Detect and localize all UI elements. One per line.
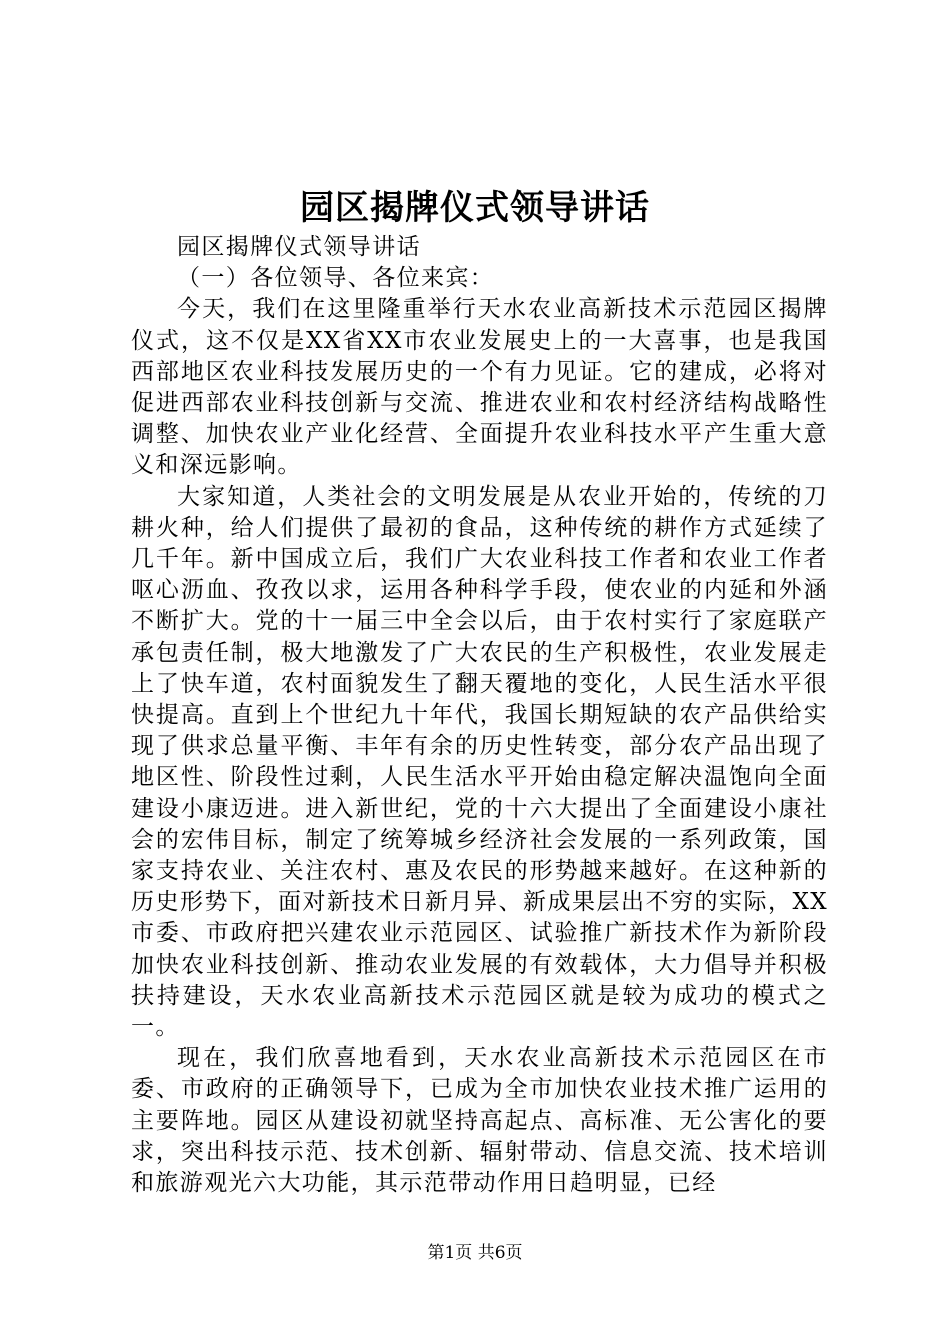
document-title: 园区揭牌仪式领导讲话: [300, 188, 650, 228]
page-number-footer: 第1页 共6页: [427, 1243, 523, 1263]
body-paragraph: 大家知道，人类社会的文明发展是从农业开始的，传统的刀耕火种，给人们提供了最初的食品，这种传统的耕作方式延续了几千年。新中国成立后，我们广大农业科技工作者和农业工作者呕心沥血、孜孜以求，运用各种科学手段，使农业的内延和外涵不断扩大。党的十一届三中全会以后，由于农村实行了家庭联产承包责任制，极大地激发了广大农民的生产积极性，农业发展走上了快车道，农村面貌发生了翻天覆地的变化，人民生活水平很快提高。直到上个世纪九十年代，我国长期短缺的农产品供给实现了供求总量平衡、丰年有余的历史性转变，部分农产品出现了地区性、阶段性过剩，人民生活水平开始由稳定解决温饱向全面建设小康迈进。进入新世纪，党的十六大提出了全面建设小康社会的宏伟目标，制定了统筹城乡经济社会发展的一系列政策，国家支持农业、关注农村、惠及农民的形势越来越好。在这种新的历史形势下，面对新技术日新月异、新成果层出不穷的实际，XX市委、市政府把兴建农业示范园区、试验推广新技术作为新阶段加快农业科技创新、推动农业发展的有效载体，大力倡导并积极扶持建设，天水农业高新技术示范园区就是较为成功的模式之一。: [131, 483, 828, 1041]
subtitle-paragraph: 园区揭牌仪式领导讲话: [177, 234, 421, 260]
body-paragraph: 今天，我们在这里隆重举行天水农业高新技术示范园区揭牌仪式，这不仅是XX省XX市农业发展史上的一大喜事，也是我国西部地区农业科技发展历史的一个有力见证。它的建成，必将对促进西部农业科技创新与交流、推进农业和农村经济结构战略性调整、加快农业产业化经营、全面提升农业科技水平产生重大意义和深远影响。: [131, 296, 828, 479]
greeting-paragraph: （一）各位领导、各位来宾：: [177, 265, 495, 292]
body-paragraph: 现在，我们欣喜地看到，天水农业高新技术示范园区在市委、市政府的正确领导下，已成为全市加快农业技术推广运用的主要阵地。园区从建设初就坚持高起点、高标准、无公害化的要求，突出科技示范、技术创新、辐射带动、信息交流、技术培训和旅游观光六大功能，其示范带动作用日趋明显，已经: [131, 1045, 828, 1197]
document-body: [131, 232, 828, 1199]
